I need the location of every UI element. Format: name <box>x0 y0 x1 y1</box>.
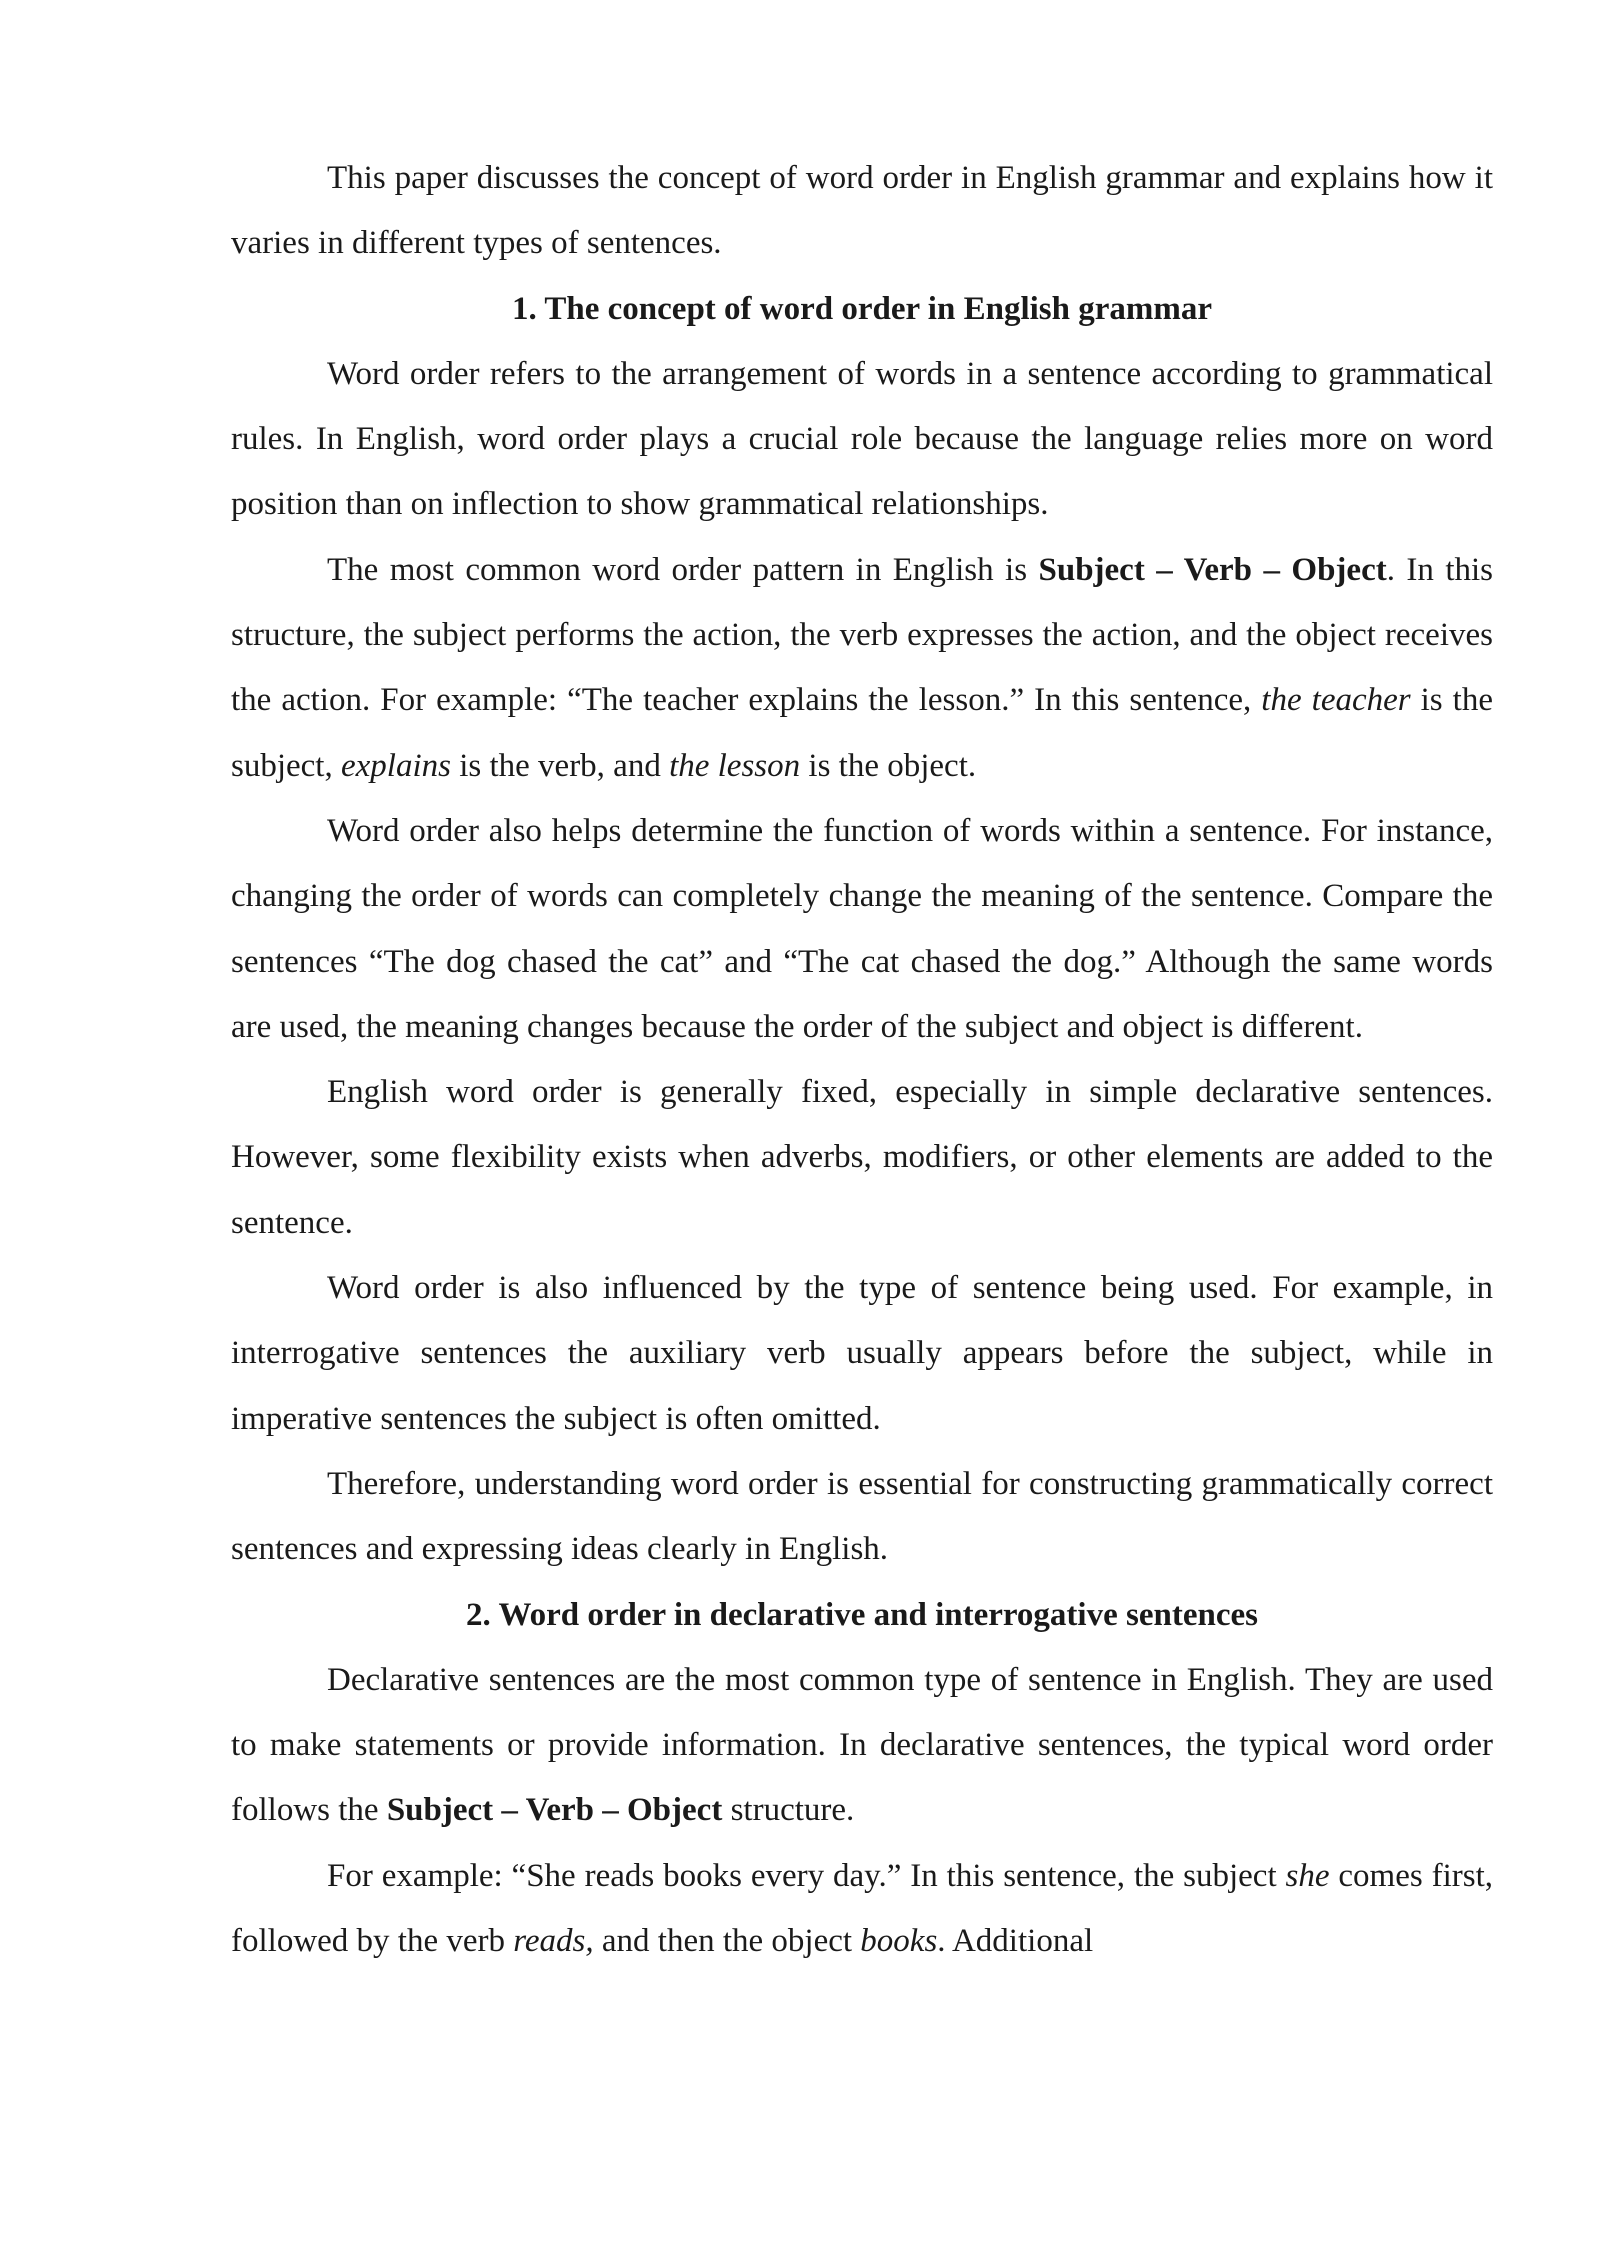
bold-term: Subject – Verb – Object <box>386 1792 723 1829</box>
text-run: is the verb, and <box>450 747 670 784</box>
italic-term: she <box>1285 1857 1330 1894</box>
italic-term: the teacher <box>1261 682 1411 719</box>
italic-term: reads, <box>513 1923 594 1960</box>
italic-term: books <box>860 1923 938 1960</box>
section-1-paragraph-3: Word order also helps determine the function of words within a sentence. For instance, changing the order of words can completely change the meaning of the sentence. Compare the sentences “The dog chased the cat” and “The cat chased the dog.” Although the same words are used, the meaning changes because the order of the subject and object is different. <box>231 812 1493 1045</box>
section-2-paragraph-2 <box>231 1844 1493 1975</box>
italic-term: explains <box>340 747 451 784</box>
text-run: . Additional <box>937 1923 1094 1960</box>
section-2-heading: 2. Word order in declarative and interrogative sentences <box>466 1596 1258 1633</box>
italic-term: the lesson <box>669 747 801 784</box>
text-run: and then the object <box>593 1923 861 1960</box>
document-page <box>231 146 1493 1974</box>
intro-paragraph: This paper discusses the concept of word order in English grammar and explains how it varies in different types of sentences. <box>231 160 1493 262</box>
section-1-paragraph-2 <box>231 538 1493 799</box>
text-run: The most common word order pattern in English is <box>327 551 1039 588</box>
section-2-paragraph-1 <box>231 1648 1493 1844</box>
text-run: For example: “She reads books every day.” In this sentence, the subject <box>327 1857 1286 1894</box>
section-1-heading: 1. The concept of word order in English grammar <box>511 290 1212 327</box>
section-1-paragraph-4: English word order is generally fixed, especially in simple declarative sentences. However, some flexibility exists when adverbs, modifiers, or other elements are added to the sentence. <box>231 1074 1493 1241</box>
bold-term: Subject – Verb – Object <box>1038 551 1387 588</box>
text-run: . In this structure, the subject performs the action, the verb expresses the action, and the object receives the action. For example: “The teacher explains the lesson.” In this sentence, <box>231 551 1494 719</box>
section-1-paragraph-6: Therefore, understanding word order is essential for constructing grammatically correct sentences and expressing ideas clearly in English. <box>231 1465 1493 1568</box>
section-1-paragraph-5: Word order is also influenced by the type of sentence being used. For example, in interrogative sentences the auxiliary verb usually appears before the subject, while in imperative sentences the subject is often omitted. <box>231 1270 1493 1437</box>
text-run: Declarative sentences are the most common type of sentence in English. They are used to make statements or provide information. In declarative sentences, the typical word order follows the <box>231 1661 1493 1829</box>
text-run: structure. <box>722 1792 855 1829</box>
text-run: comes first, followed by the verb <box>231 1857 1493 1960</box>
text-run: is the object. <box>800 747 977 784</box>
section-1-paragraph-1: Word order refers to the arrangement of words in a sentence according to grammatical rules. In English, word order plays a crucial role because the language relies more on word position than on inflection to show grammatical relationships. <box>231 355 1493 523</box>
text-run: is the subject, <box>231 682 1494 784</box>
